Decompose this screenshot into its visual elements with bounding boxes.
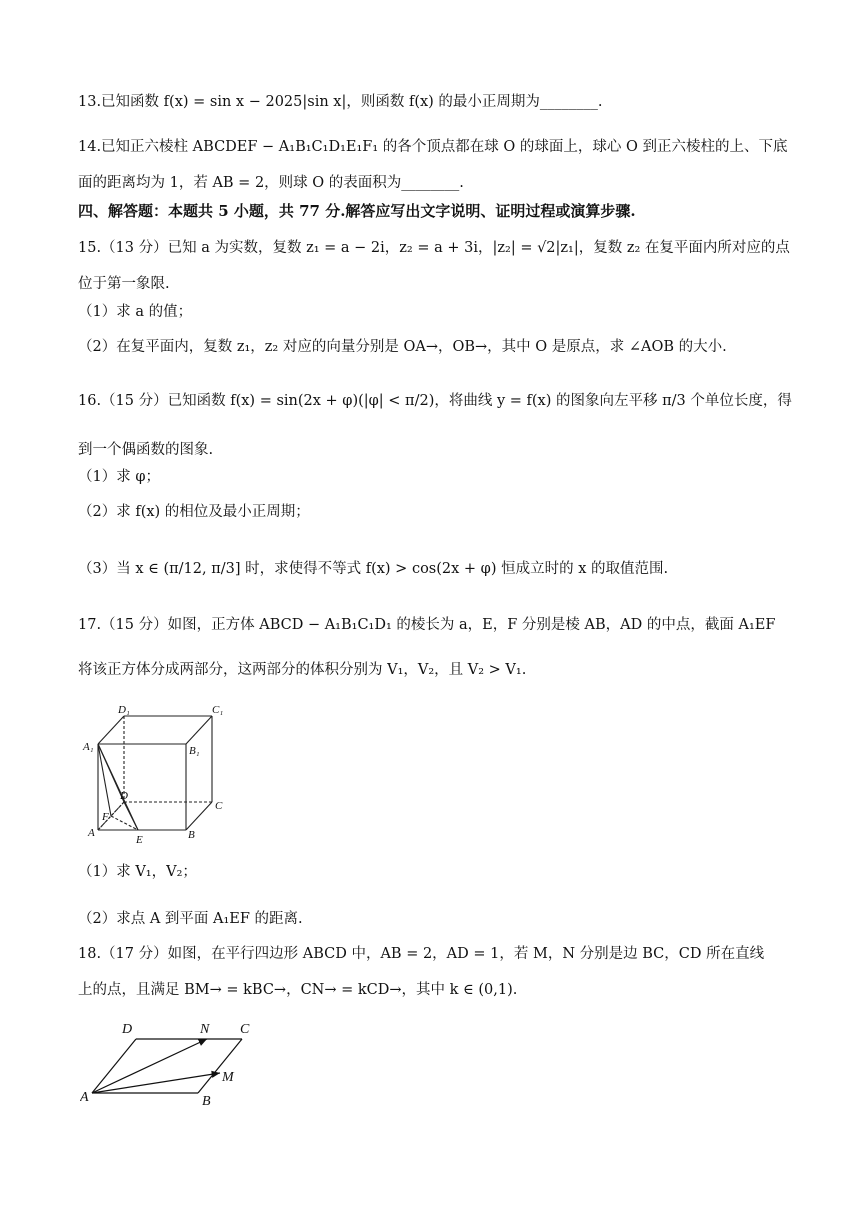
cube-label-a: A <box>88 827 95 839</box>
question-14-line-2: 面的距离均为 1，若 AB = 2，则球 O 的表面积为________. <box>78 175 464 191</box>
question-17-line-1: 17.（15 分）如图，正方体 ABCD − A₁B₁C₁D₁ 的棱长为 a，E，F 分别是棱 AB，AD 的中点，截面 A₁EF <box>78 617 776 633</box>
question-16-line-1: 16.（15 分）已知函数 f(x) = sin(2x + φ)(|φ| < π/2)，将曲线 y = f(x) 的图象向左平移 π/3 个单位长度，得 <box>78 393 792 409</box>
cube-label-b: B <box>188 829 195 841</box>
para-label-d: D <box>122 1022 133 1037</box>
cube-label-d: D <box>120 790 128 802</box>
cube-label-c: C <box>215 800 223 812</box>
question-17-line-2: 将该正方体分成两部分，这两部分的体积分别为 V₁，V₂，且 V₂ > V₁. <box>78 662 527 678</box>
parallelogram-figure <box>80 1015 270 1105</box>
para-label-c: C <box>240 1022 250 1037</box>
cube-label-b1: B₁ <box>189 745 200 757</box>
cube-figure <box>80 700 240 848</box>
question-17-part-2: （2）求点 A 到平面 A₁EF 的距离. <box>78 911 303 927</box>
question-16-part-2: （2）求 f(x) 的相位及最小正周期； <box>78 504 310 520</box>
question-16-part-3: （3）当 x ∈ (π/12, π/3] 时，求使得不等式 f(x) > cos(2x + φ) 恒成立时的 x 的取值范围. <box>78 561 669 577</box>
cube-label-c1: C₁ <box>212 704 224 716</box>
question-17-part-1: （1）求 V₁，V₂； <box>78 864 197 880</box>
question-16-part-1: （1）求 φ； <box>78 469 160 485</box>
para-label-m: M <box>222 1070 234 1085</box>
question-18-line-2: 上的点，且满足 BM→ = kBC→，CN→ = kCD→，其中 k ∈ (0,1). <box>78 982 518 998</box>
para-label-a: A <box>80 1090 89 1105</box>
question-14-line-1: 14.已知正六棱柱 ABCDEF − A₁B₁C₁D₁E₁F₁ 的各个顶点都在球 O 的球面上，球心 O 到正六棱柱的上、下底 <box>78 139 788 155</box>
section-4-heading: 四、解答题：本题共 5 小题，共 77 分.解答应写出文字说明、证明过程或演算步骤. <box>78 202 636 220</box>
cube-label-a1: A₁ <box>83 741 94 753</box>
question-18-line-1: 18.（17 分）如图，在平行四边形 ABCD 中，AB = 2，AD = 1，若 M，N 分别是边 BC，CD 所在直线 <box>78 946 765 962</box>
question-13: 13.已知函数 f(x) = sin x − 2025|sin x|，则函数 f(x) 的最小正周期为________. <box>78 94 603 110</box>
cube-label-d1: D₁ <box>118 704 130 716</box>
question-16-line-2: 到一个偶函数的图象. <box>78 442 214 458</box>
para-label-b: B <box>202 1094 211 1105</box>
question-15-part-2: （2）在复平面内，复数 z₁，z₂ 对应的向量分别是 OA→，OB→，其中 O 是原点，求 ∠AOB 的大小. <box>78 339 727 355</box>
cube-label-f: F <box>102 811 109 823</box>
para-label-n: N <box>200 1022 210 1037</box>
question-15-line-2: 位于第一象限. <box>78 276 170 292</box>
cube-label-e: E <box>136 834 143 846</box>
question-15-part-1: （1）求 a 的值； <box>78 304 193 320</box>
question-15-line-1: 15.（13 分）已知 a 为实数，复数 z₁ = a − 2i，z₂ = a + 3i，|z₂| = √2|z₁|，复数 z₂ 在复平面内所对应的点 <box>78 240 790 256</box>
